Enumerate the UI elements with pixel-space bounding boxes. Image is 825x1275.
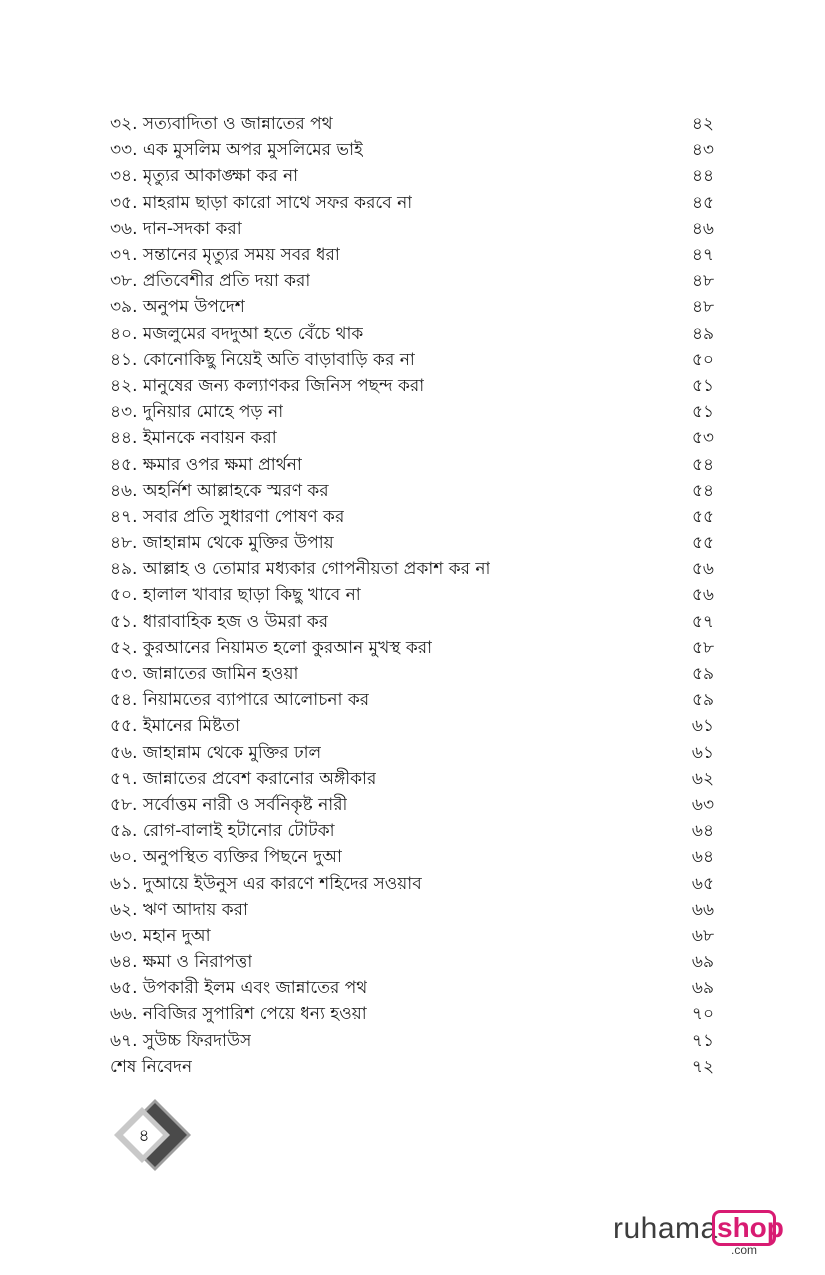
toc-entry-title: ৫৮. সর্বোত্তম নারী ও সর্বনিকৃষ্ট নারী bbox=[110, 794, 348, 815]
toc-entry bbox=[110, 163, 714, 189]
toc-entry-title: ৩২. সত্যবাদিতা ও জান্নাতের পথ bbox=[110, 114, 333, 135]
toc-entry bbox=[110, 556, 714, 582]
toc-entry-title: ৫২. কুরআনের নিয়ামত হলো কুরআন মুখস্থ করা bbox=[110, 637, 433, 658]
page-number: ৪ bbox=[138, 1126, 150, 1146]
toc-entry-page: ৬৫ bbox=[691, 873, 714, 894]
toc-entry bbox=[110, 1028, 714, 1054]
toc-entry-page: ৪৮ bbox=[691, 271, 714, 292]
toc-entry-page: ৬২ bbox=[691, 768, 714, 789]
toc-entry-page: ৬১ bbox=[691, 716, 714, 737]
toc-entry-title: ৪২. মানুষের জন্য কল্যাণকর জিনিস পছন্দ করা bbox=[110, 375, 425, 396]
toc-entry-page: ৬৯ bbox=[691, 952, 714, 973]
toc-entry bbox=[110, 451, 714, 477]
toc-entry bbox=[110, 870, 714, 896]
toc-entry bbox=[110, 713, 714, 739]
toc-entry-page: ৫৬ bbox=[691, 585, 714, 606]
toc-entry-title: ৪৮. জাহান্নাম থেকে মুক্তির উপায় bbox=[110, 533, 334, 554]
toc-entry-page: ৪৪ bbox=[691, 166, 714, 187]
toc-entry-title: ৬৪. ক্ষমা ও নিরাপত্তা bbox=[110, 952, 253, 973]
toc-entry-page: ৬৬ bbox=[691, 899, 714, 920]
toc-entry-title: ৫১. ধারাবাহিক হজ ও উমরা কর bbox=[110, 611, 329, 632]
toc-entry-page: ৫৪ bbox=[691, 454, 714, 475]
toc-entry bbox=[110, 687, 714, 713]
toc-entry-page: ৫৮ bbox=[691, 637, 714, 658]
toc-entry-page: ৬৩ bbox=[691, 794, 714, 815]
toc-entry bbox=[110, 242, 714, 268]
toc-entry-page: ৭১ bbox=[691, 1030, 714, 1051]
toc-entry-page: ৫৭ bbox=[691, 611, 714, 632]
toc-entry-page: ৬৮ bbox=[691, 925, 714, 946]
toc-entry bbox=[110, 792, 714, 818]
toc-entry-title: ৩৬. দান-সদকা করা bbox=[110, 218, 242, 239]
toc-entry-title: শেষ নিবেদন bbox=[110, 1056, 193, 1077]
toc-entry bbox=[110, 399, 714, 425]
toc-entry bbox=[110, 1001, 714, 1027]
toc-entry-title: ৩৩. এক মুসলিম অপর মুসলিমের ভাই bbox=[110, 140, 363, 161]
toc-entry-title: ৫৬. জাহান্নাম থেকে মুক্তির ঢাল bbox=[110, 742, 322, 763]
toc-entry-title: ৬৩. মহান দুআ bbox=[110, 925, 211, 946]
toc-entry bbox=[110, 425, 714, 451]
toc-entry-title: ৫৭. জান্নাতের প্রবেশ করানোর অঙ্গীকার bbox=[110, 768, 377, 789]
toc-entry-title: ৫৯. রোগ-বালাই হটানোর টোটকা bbox=[110, 821, 335, 842]
toc-entry-title: ৩৪. মৃত্যুর আকাঙ্ক্ষা কর না bbox=[110, 166, 299, 187]
toc-entry-title: ৫৩. জান্নাতের জামিন হওয়া bbox=[110, 664, 299, 685]
logo-text-ruhama: ruhama bbox=[613, 1212, 718, 1245]
toc-entry-title: ৪৩. দুনিয়ার মোহে পড় না bbox=[110, 402, 284, 423]
toc-entry bbox=[110, 111, 714, 137]
toc-entry-title: ৪৫. ক্ষমার ওপর ক্ষমা প্রার্থনা bbox=[110, 454, 302, 475]
toc-entry-title: ৩৮. প্রতিবেশীর প্রতি দয়া করা bbox=[110, 271, 311, 292]
toc-entry bbox=[110, 975, 714, 1001]
toc-entry-page: ৪৮ bbox=[691, 297, 714, 318]
toc-entry bbox=[110, 504, 714, 530]
toc-entry-title: ৪১. কোনোকিছু নিয়েই অতি বাড়াবাড়ি কর না bbox=[110, 349, 415, 370]
toc-entry bbox=[110, 347, 714, 373]
toc-entry-page: ৫৪ bbox=[691, 480, 714, 501]
toc-entry-page: ৫৫ bbox=[691, 533, 714, 554]
toc-entry-title: ৬৬. নবিজির সুপারিশ পেয়ে ধন্য হওয়া bbox=[110, 1004, 367, 1025]
toc-entry-title: ৬৭. সুউচ্চ ফিরদাউস bbox=[110, 1030, 252, 1051]
toc-entry-title: ৬০. অনুপস্থিত ব্যক্তির পিছনে দুআ bbox=[110, 847, 342, 868]
toc-entry bbox=[110, 1054, 714, 1080]
toc-entry-page: ৪৩ bbox=[691, 140, 714, 161]
toc-entry bbox=[110, 294, 714, 320]
toc-entry bbox=[110, 635, 714, 661]
toc-entry-page: ৫১ bbox=[691, 375, 714, 396]
toc-entry bbox=[110, 818, 714, 844]
toc-entry bbox=[110, 766, 714, 792]
toc-entry-title: ৩৭. সন্তানের মৃত্যুর সময় সবর ধরা bbox=[110, 245, 340, 266]
toc-entry-title: ৬১. দুআয়ে ইউনুস এর কারণে শহিদের সওয়াব bbox=[110, 873, 422, 894]
toc-entry bbox=[110, 190, 714, 216]
toc-entry bbox=[110, 530, 714, 556]
toc-entry-page: ৫০ bbox=[691, 349, 714, 370]
toc-entry-page: ৫৯ bbox=[691, 690, 714, 711]
toc-entry-page: ৪৭ bbox=[691, 245, 714, 266]
toc-entry bbox=[110, 268, 714, 294]
toc-entry-page: ৫১ bbox=[691, 402, 714, 423]
toc-entry-title: ৪৬. অহর্নিশ আল্লাহকে স্মরণ কর bbox=[110, 480, 329, 501]
toc-entry bbox=[110, 844, 714, 870]
toc-entry bbox=[110, 609, 714, 635]
toc-entry-page: ৪৯ bbox=[691, 323, 714, 344]
toc-entry-page: ৪২ bbox=[691, 114, 714, 135]
toc-entry-page: ৫৯ bbox=[691, 664, 714, 685]
toc-entry-title: ৪৪. ইমানকে নবায়ন করা bbox=[110, 428, 277, 449]
toc-entry-title: ৬২. ঋণ আদায় করা bbox=[110, 899, 248, 920]
toc-entry bbox=[110, 949, 714, 975]
toc-entry-page: ৪৫ bbox=[691, 192, 714, 213]
toc-entry-page: ৭০ bbox=[691, 1004, 714, 1025]
toc-entry-title: ৩৫. মাহরাম ছাড়া কারো সাথে সফর করবে না bbox=[110, 192, 413, 213]
toc-entry bbox=[110, 923, 714, 949]
toc-entry-page: ৫৩ bbox=[691, 428, 714, 449]
logo-text-shop: shop bbox=[717, 1212, 784, 1243]
toc-entry-title: ৫০. হালাল খাবার ছাড়া কিছু খাবে না bbox=[110, 585, 361, 606]
toc-entry-page: ৬৪ bbox=[691, 847, 714, 868]
toc-entry-page: ৫৫ bbox=[691, 506, 714, 527]
toc-entry-title: ৪৯. আল্লাহ ও তোমার মধ্যকার গোপনীয়তা প্রকাশ কর না bbox=[110, 559, 491, 580]
toc-entry bbox=[110, 216, 714, 242]
toc-entry-title: ৪০. মজলুমের বদদুআ হতে বেঁচে থাক bbox=[110, 323, 364, 344]
table-of-contents bbox=[110, 111, 714, 1080]
toc-entry bbox=[110, 373, 714, 399]
toc-entry-title: ৫৫. ইমানের মিষ্টতা bbox=[110, 716, 240, 737]
toc-entry-title: ৫৪. নিয়ামতের ব্যাপারে আলোচনা কর bbox=[110, 690, 370, 711]
logo-text-com: .com bbox=[731, 1243, 758, 1257]
toc-entry-page: ৬১ bbox=[691, 742, 714, 763]
toc-entry-page: ৪৬ bbox=[691, 218, 714, 239]
toc-entry-title: ৬৫. উপকারী ইলম এবং জান্নাতের পথ bbox=[110, 978, 368, 999]
toc-entry-page: ৭২ bbox=[691, 1056, 714, 1077]
toc-entry bbox=[110, 897, 714, 923]
toc-entry bbox=[110, 137, 714, 163]
toc-entry bbox=[110, 740, 714, 766]
toc-entry bbox=[110, 321, 714, 347]
toc-entry-title: ৪৭. সবার প্রতি সুধারণা পোষণ কর bbox=[110, 506, 345, 527]
toc-entry bbox=[110, 478, 714, 504]
ruhamashop-logo bbox=[613, 1206, 783, 1266]
toc-entry bbox=[110, 661, 714, 687]
toc-entry bbox=[110, 582, 714, 608]
toc-entry-page: ৫৬ bbox=[691, 559, 714, 580]
toc-entry-page: ৬৪ bbox=[691, 821, 714, 842]
toc-entry-page: ৬৯ bbox=[691, 978, 714, 999]
toc-entry-title: ৩৯. অনুপম উপদেশ bbox=[110, 297, 245, 318]
